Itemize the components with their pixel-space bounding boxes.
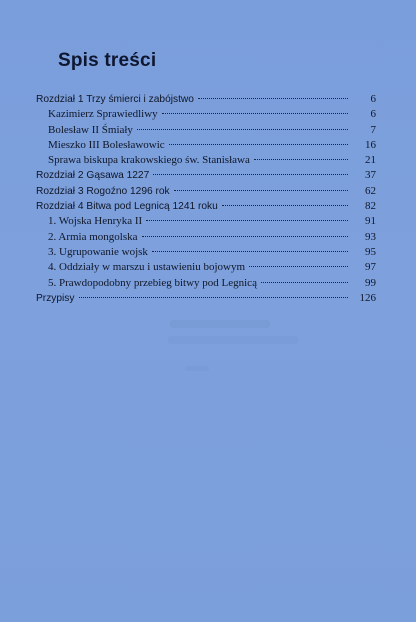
leader-dots bbox=[254, 159, 348, 160]
toc-entry-label: Mieszko III Bolesławowic bbox=[48, 138, 165, 151]
toc-entry-page: 37 bbox=[365, 169, 376, 182]
toc-entry bbox=[36, 291, 376, 306]
table-of-contents bbox=[36, 92, 376, 306]
toc-entry-page: 99 bbox=[365, 276, 376, 289]
toc-entry-label: 1. Wojska Henryka II bbox=[48, 215, 143, 228]
leader-dots bbox=[137, 129, 348, 130]
toc-entry-page: 7 bbox=[370, 123, 376, 136]
leader-dots bbox=[174, 190, 348, 191]
toc-entry-label: 3. Ugrupowanie wojsk bbox=[48, 245, 148, 258]
show-through-text bbox=[170, 320, 270, 328]
toc-entry-label: 5. Prawdopodobny przebieg bitwy pod Legnicą bbox=[48, 276, 257, 289]
toc-entry-label: Bolesław II Śmiały bbox=[48, 123, 133, 136]
toc-entry-label: Kazimierz Sprawiedliwy bbox=[48, 108, 158, 121]
toc-entry-page: 126 bbox=[359, 291, 376, 304]
leader-dots bbox=[162, 113, 348, 114]
toc-entry bbox=[36, 92, 376, 107]
leader-dots bbox=[222, 205, 348, 206]
toc-entry-page: 91 bbox=[365, 215, 376, 228]
leader-dots bbox=[198, 98, 348, 99]
toc-entry-label: 2. Armia mongolska bbox=[48, 230, 138, 243]
show-through-text bbox=[168, 336, 298, 344]
leader-dots bbox=[79, 297, 349, 298]
show-through-text bbox=[185, 366, 209, 371]
toc-entry bbox=[36, 123, 376, 138]
toc-entry-page: 97 bbox=[365, 261, 376, 274]
toc-entry bbox=[36, 168, 376, 183]
toc-entry-label: 4. Oddziały w marszu i ustawieniu bojowym bbox=[48, 261, 246, 274]
toc-entry-label: Przypisy bbox=[36, 292, 75, 304]
leader-dots bbox=[152, 251, 348, 252]
toc-entry bbox=[36, 230, 376, 245]
toc-entry bbox=[36, 107, 376, 122]
toc-entry-page: 6 bbox=[370, 93, 376, 105]
toc-entry bbox=[36, 153, 376, 168]
toc-entry-page: 16 bbox=[365, 138, 376, 151]
leader-dots bbox=[142, 236, 348, 237]
toc-entry bbox=[36, 214, 376, 229]
toc-entry-page: 93 bbox=[365, 230, 376, 243]
toc-entry-label: Rozdział 4 Bitwa pod Legnicą 1241 roku bbox=[36, 201, 218, 213]
toc-entry-page: 62 bbox=[365, 184, 376, 197]
toc-entry-label: Rozdział 1 Trzy śmierci i zabójstwo bbox=[36, 94, 194, 105]
leader-dots bbox=[146, 220, 348, 221]
leader-dots bbox=[249, 266, 348, 267]
toc-entry-label: Rozdział 2 Gąsawa 1227 bbox=[36, 170, 150, 182]
toc-entry bbox=[36, 199, 376, 214]
toc-entry-label: Sprawa biskupa krakowskiego św. Stanisława bbox=[48, 154, 250, 167]
toc-entry-label: Rozdział 3 Rogoźno 1296 rok bbox=[36, 185, 170, 197]
leader-dots bbox=[153, 174, 348, 175]
leader-dots bbox=[169, 144, 348, 145]
toc-entry-page: 21 bbox=[365, 154, 376, 167]
leader-dots bbox=[261, 282, 348, 283]
toc-entry bbox=[36, 276, 376, 291]
toc-entry bbox=[36, 245, 376, 260]
toc-entry bbox=[36, 184, 376, 199]
toc-entry bbox=[36, 260, 376, 275]
toc-entry-page: 6 bbox=[370, 108, 376, 121]
toc-entry-page: 95 bbox=[365, 245, 376, 258]
toc-entry-page: 82 bbox=[365, 200, 376, 213]
page-title: Spis treści bbox=[58, 50, 157, 71]
toc-entry bbox=[36, 138, 376, 153]
